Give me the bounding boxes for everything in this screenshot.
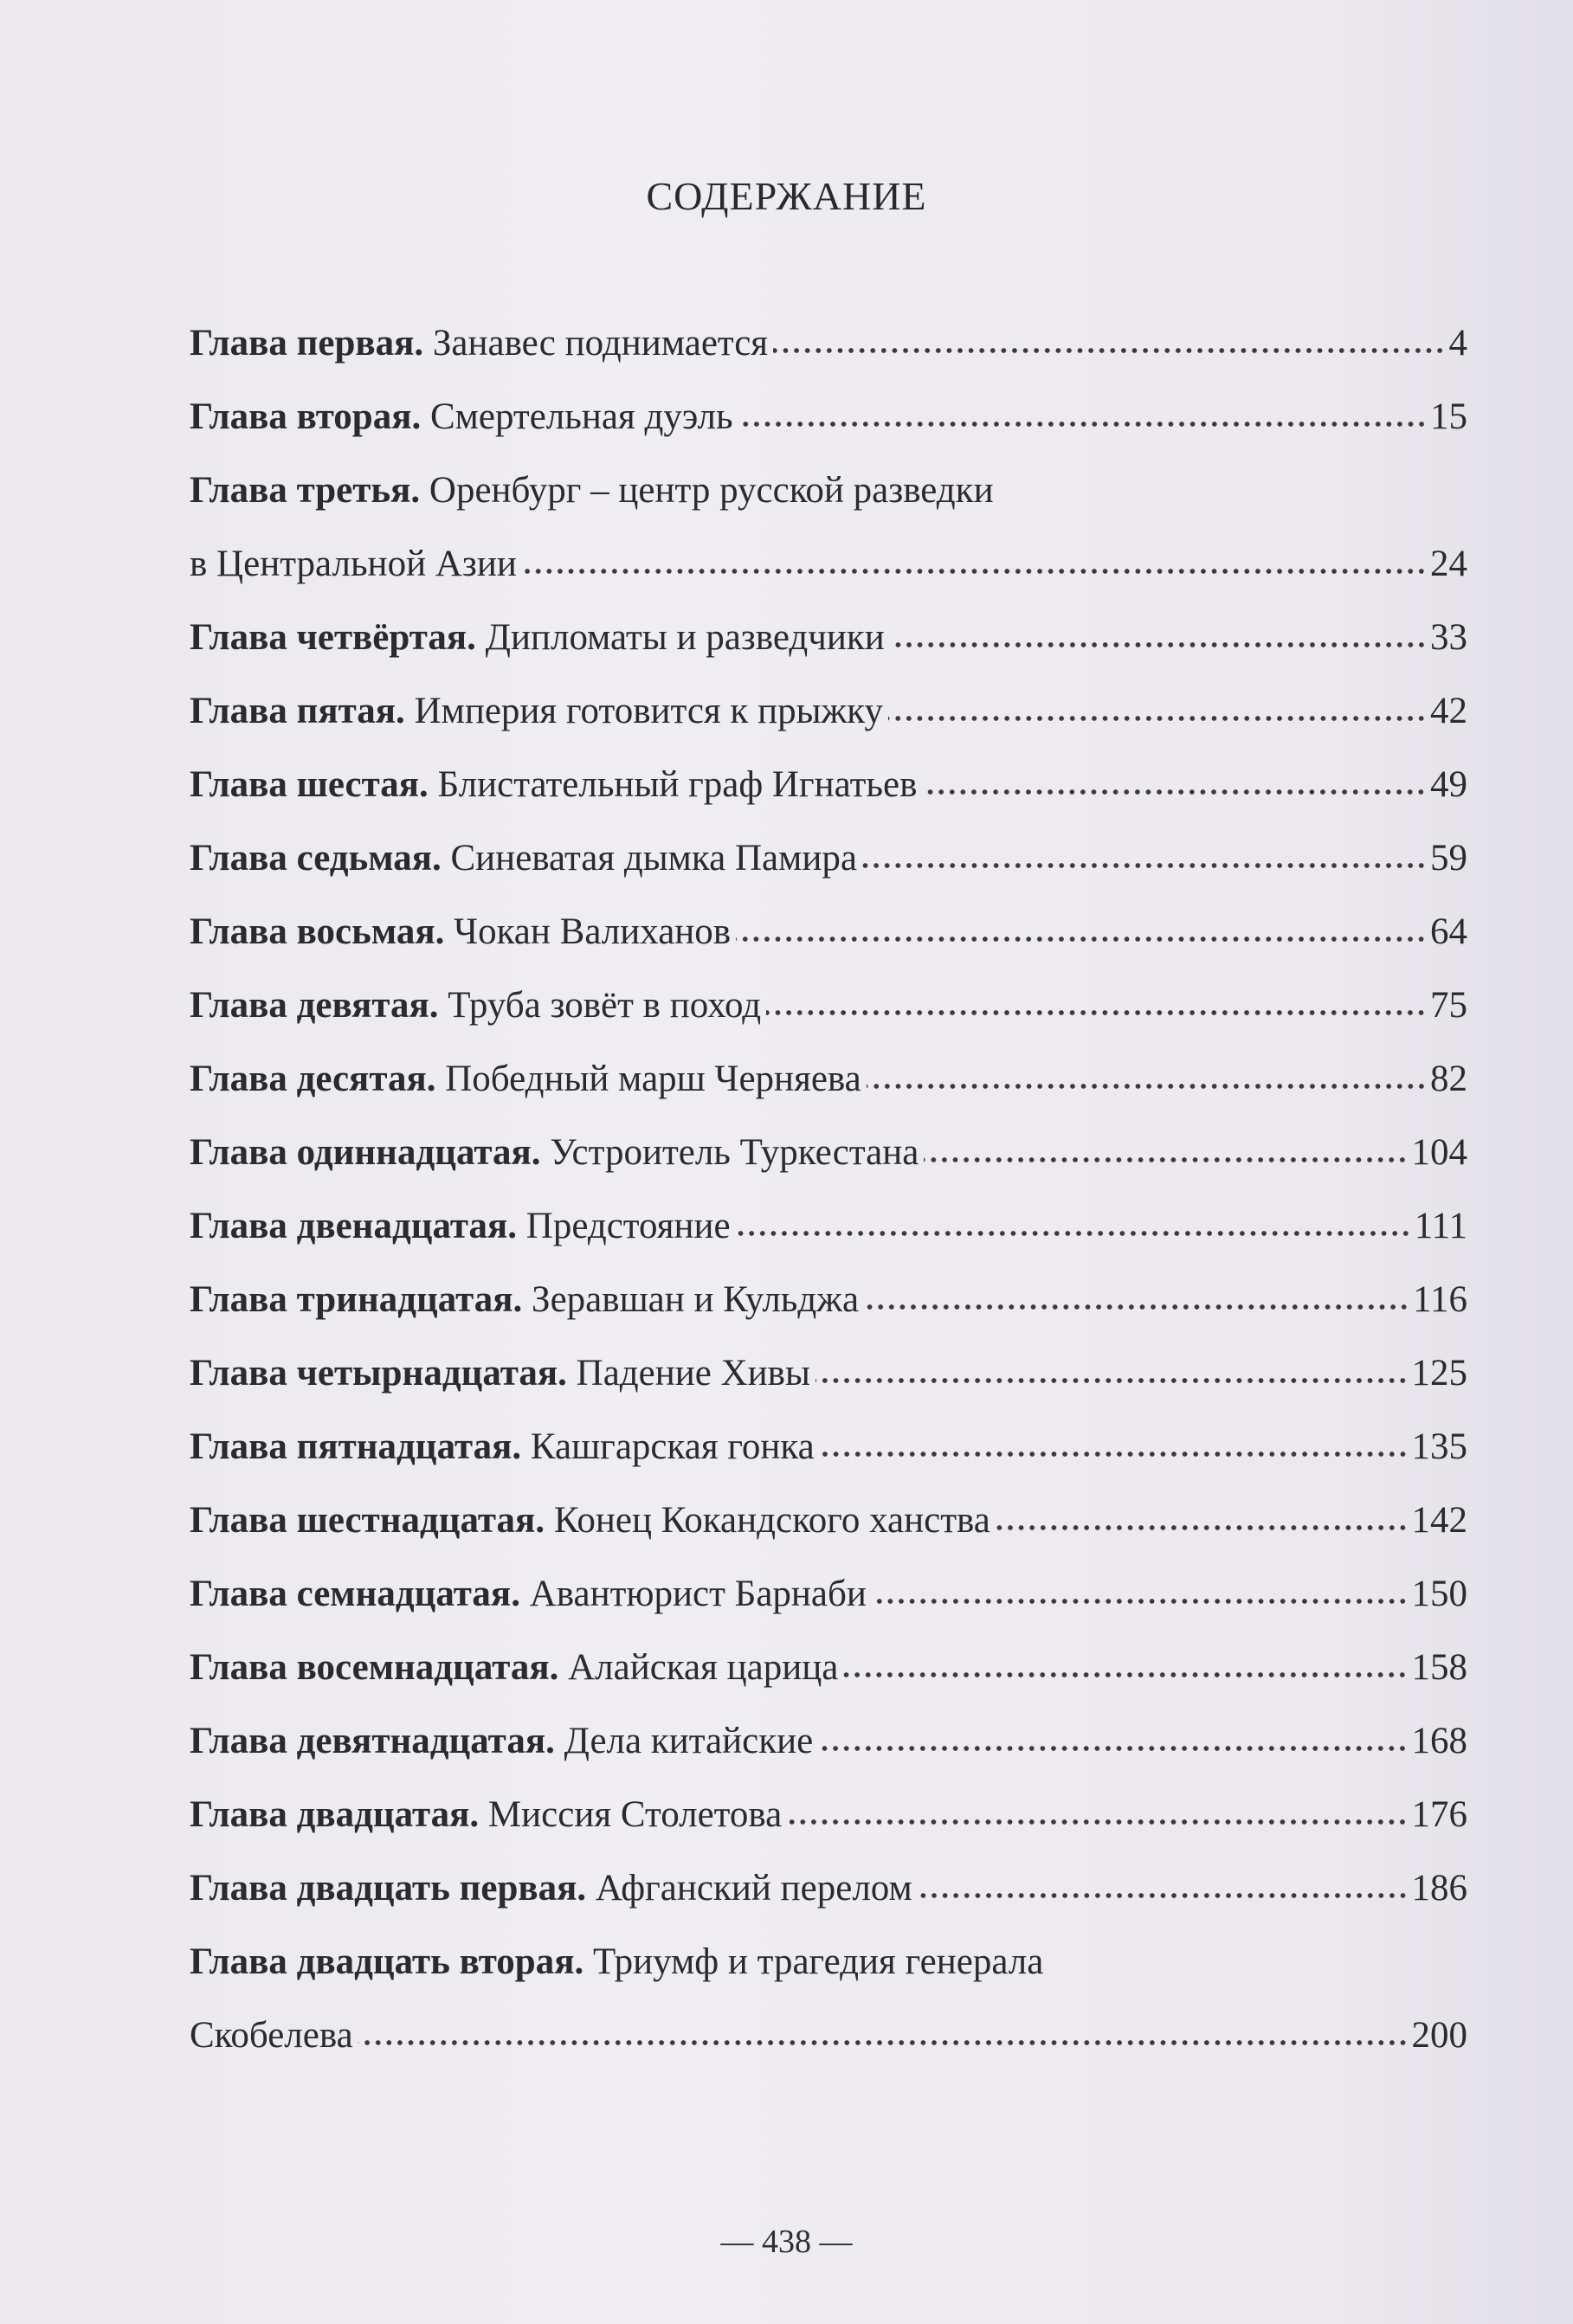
chapter-title: Блистательный граф Игнатьев <box>437 764 918 805</box>
dot-leader <box>862 861 1427 870</box>
toc-entry[interactable] <box>190 1424 1467 1471</box>
chapter-label: Глава шестая. <box>190 764 429 805</box>
chapter-page-number: 158 <box>1411 1647 1467 1688</box>
toc-entry[interactable] <box>190 394 1467 441</box>
toc-entry-line <box>190 1350 1467 1397</box>
chapter-title-continued: в Центральной Азии <box>190 544 517 584</box>
chapter-label: Глава четырнадцатая. <box>190 1353 567 1394</box>
chapter-title-continued: Скобелева <box>190 2015 353 2056</box>
toc-entry-line <box>190 467 1467 514</box>
chapter-page-number: 168 <box>1411 1721 1467 1761</box>
chapter-title: Империя готовится к прыжку <box>414 691 883 731</box>
chapter-page-number: 186 <box>1411 1868 1467 1909</box>
chapter-title: Алайская царица <box>568 1647 839 1688</box>
chapter-page-number: 200 <box>1411 2015 1467 2056</box>
toc-entry[interactable] <box>190 1130 1467 1176</box>
toc-entry[interactable] <box>190 320 1467 367</box>
chapter-label: Глава девятнадцатая. <box>190 1721 555 1761</box>
chapter-title: Миссия Столетова <box>487 1794 783 1835</box>
chapter-label: Глава девятая. <box>190 985 439 1026</box>
toc-entry-line <box>190 394 1467 441</box>
chapter-page-number: 111 <box>1414 1206 1467 1246</box>
toc-entry-line <box>190 1203 1467 1250</box>
toc-entry-line <box>190 982 1467 1029</box>
chapter-title: Падение Хивы <box>576 1353 810 1394</box>
chapter-title: Труба зовёт в поход <box>448 985 762 1026</box>
dot-leader <box>918 1891 1409 1900</box>
toc-entry[interactable] <box>190 1350 1467 1397</box>
toc-entry[interactable] <box>190 1056 1467 1103</box>
chapter-label: Глава восемнадцатая. <box>190 1647 559 1688</box>
chapter-title: Синеватая дымка Памира <box>450 838 857 879</box>
chapter-label: Глава третья. <box>190 470 421 511</box>
chapter-title: Авантюрист Барнаби <box>529 1574 867 1614</box>
chapter-label: Глава двадцать вторая. <box>190 1941 584 1982</box>
dot-leader <box>890 641 1427 649</box>
toc-entry[interactable] <box>190 1277 1467 1323</box>
dot-leader <box>867 1082 1427 1091</box>
toc-entry[interactable] <box>190 835 1467 882</box>
chapter-title: Дипломаты и разведчики <box>485 617 885 658</box>
chapter-label: Глава седьмая. <box>190 838 442 879</box>
chapter-title: Оренбург – центр русской разведки <box>429 470 994 511</box>
chapter-page-number: 142 <box>1411 1500 1467 1541</box>
chapter-title: Триумф и трагедия генерала <box>593 1941 1044 1982</box>
dot-leader <box>358 2038 1409 2047</box>
dot-leader <box>773 346 1445 355</box>
chapter-title: Чокан Валиханов <box>454 911 732 952</box>
toc-entry[interactable] <box>190 1865 1467 1912</box>
chapter-page-number: 15 <box>1430 396 1467 437</box>
chapter-page-number: 59 <box>1430 838 1467 879</box>
chapter-label: Глава двадцатая. <box>190 1794 480 1835</box>
dot-leader <box>816 1376 1409 1385</box>
chapter-page-number: 4 <box>1448 323 1467 364</box>
toc-entry[interactable] <box>190 615 1467 661</box>
table-of-contents <box>190 320 1467 2086</box>
toc-entry-line <box>190 1571 1467 1618</box>
toc-entry[interactable] <box>190 1203 1467 1250</box>
toc-entry-line <box>190 1645 1467 1691</box>
chapter-title: Конец Кокандского ханства <box>553 1500 990 1541</box>
chapter-page-number: 75 <box>1430 985 1467 1026</box>
toc-entry[interactable] <box>190 1718 1467 1765</box>
chapter-label: Глава вторая. <box>190 396 422 437</box>
chapter-page-number: 150 <box>1411 1574 1467 1614</box>
toc-entry-line <box>190 615 1467 661</box>
chapter-page-number: 125 <box>1411 1353 1467 1394</box>
chapter-title: Зеравшан и Кульджа <box>532 1279 860 1320</box>
toc-entry-line <box>190 1865 1467 1912</box>
toc-entry[interactable] <box>190 1939 1467 2059</box>
chapter-title: Устроитель Туркестана <box>550 1132 919 1173</box>
chapter-page-number: 104 <box>1411 1132 1467 1173</box>
chapter-page-number: 24 <box>1430 544 1467 584</box>
dot-leader <box>820 1450 1409 1458</box>
chapter-label: Глава двенадцатая. <box>190 1206 518 1246</box>
toc-entry-line <box>190 1277 1467 1323</box>
chapter-label: Глава двадцать первая. <box>190 1868 587 1909</box>
toc-entry-line <box>190 688 1467 735</box>
dot-leader <box>738 420 1427 428</box>
chapter-page-number: 64 <box>1430 911 1467 952</box>
toc-entry-line <box>190 320 1467 367</box>
toc-heading: СОДЕРЖАНИЕ <box>646 174 927 218</box>
chapter-label: Глава первая. <box>190 323 424 364</box>
chapter-label: Глава шестнадцатая. <box>190 1500 545 1541</box>
toc-entry-line <box>190 1424 1467 1471</box>
toc-entry[interactable] <box>190 982 1467 1029</box>
toc-entry[interactable] <box>190 1497 1467 1544</box>
dot-leader <box>736 935 1427 943</box>
toc-entry[interactable] <box>190 1645 1467 1691</box>
chapter-label: Глава одиннадцатая. <box>190 1132 541 1173</box>
dot-leader <box>787 1818 1408 1826</box>
dot-leader <box>766 1008 1427 1017</box>
toc-entry[interactable] <box>190 762 1467 808</box>
dot-leader <box>872 1597 1409 1606</box>
dot-leader <box>843 1671 1408 1679</box>
chapter-page-number: 42 <box>1430 691 1467 731</box>
toc-entry-line <box>190 1130 1467 1176</box>
toc-entry-line <box>190 1792 1467 1838</box>
chapter-title: Смертельная дуэль <box>430 396 733 437</box>
chapter-label: Глава восьмая. <box>190 911 445 952</box>
dot-leader <box>888 714 1427 723</box>
chapter-label: Глава тринадцатая. <box>190 1279 523 1320</box>
toc-entry[interactable] <box>190 1792 1467 1838</box>
chapter-label: Глава десятая. <box>190 1059 436 1099</box>
dot-leader <box>924 1156 1408 1164</box>
toc-entry-line <box>190 1718 1467 1765</box>
toc-entry[interactable] <box>190 467 1467 588</box>
chapter-page-number: 82 <box>1430 1059 1467 1099</box>
chapter-page-number: 33 <box>1430 617 1467 658</box>
page-number: — 438 — <box>720 2224 853 2260</box>
toc-entry-line <box>190 1939 1467 1986</box>
toc-entry[interactable] <box>190 1571 1467 1618</box>
toc-entry[interactable] <box>190 909 1467 956</box>
toc-entry-line <box>190 1056 1467 1103</box>
dot-leader <box>864 1303 1409 1311</box>
chapter-title: Победный марш Черняева <box>445 1059 861 1099</box>
chapter-title: Афганский перелом <box>595 1868 912 1909</box>
dot-leader <box>996 1523 1409 1532</box>
dot-leader <box>522 567 1427 576</box>
dot-leader <box>922 788 1427 796</box>
chapter-label: Глава четвёртая. <box>190 617 476 658</box>
dot-leader <box>818 1744 1408 1753</box>
toc-entry[interactable] <box>190 688 1467 735</box>
chapter-label: Глава пятнадцатая. <box>190 1426 522 1467</box>
chapter-page-number: 116 <box>1413 1279 1467 1320</box>
toc-entry-line <box>190 1497 1467 1544</box>
toc-entry-line <box>190 2012 1467 2059</box>
chapter-page-number: 135 <box>1411 1426 1467 1467</box>
chapter-page-number: 176 <box>1411 1794 1467 1835</box>
chapter-title: Предстояние <box>525 1206 731 1246</box>
toc-entry-line <box>190 541 1467 588</box>
chapter-title: Кашгарская гонка <box>530 1426 815 1467</box>
toc-entry-line <box>190 909 1467 956</box>
toc-entry-line <box>190 835 1467 882</box>
chapter-title: Дела китайские <box>564 1721 814 1761</box>
chapter-label: Глава пятая. <box>190 691 405 731</box>
chapter-title: Занавес поднимается <box>432 323 769 364</box>
chapter-label: Глава семнадцатая. <box>190 1574 520 1614</box>
dot-leader <box>736 1229 1411 1238</box>
chapter-page-number: 49 <box>1430 764 1467 805</box>
toc-entry-line <box>190 762 1467 808</box>
